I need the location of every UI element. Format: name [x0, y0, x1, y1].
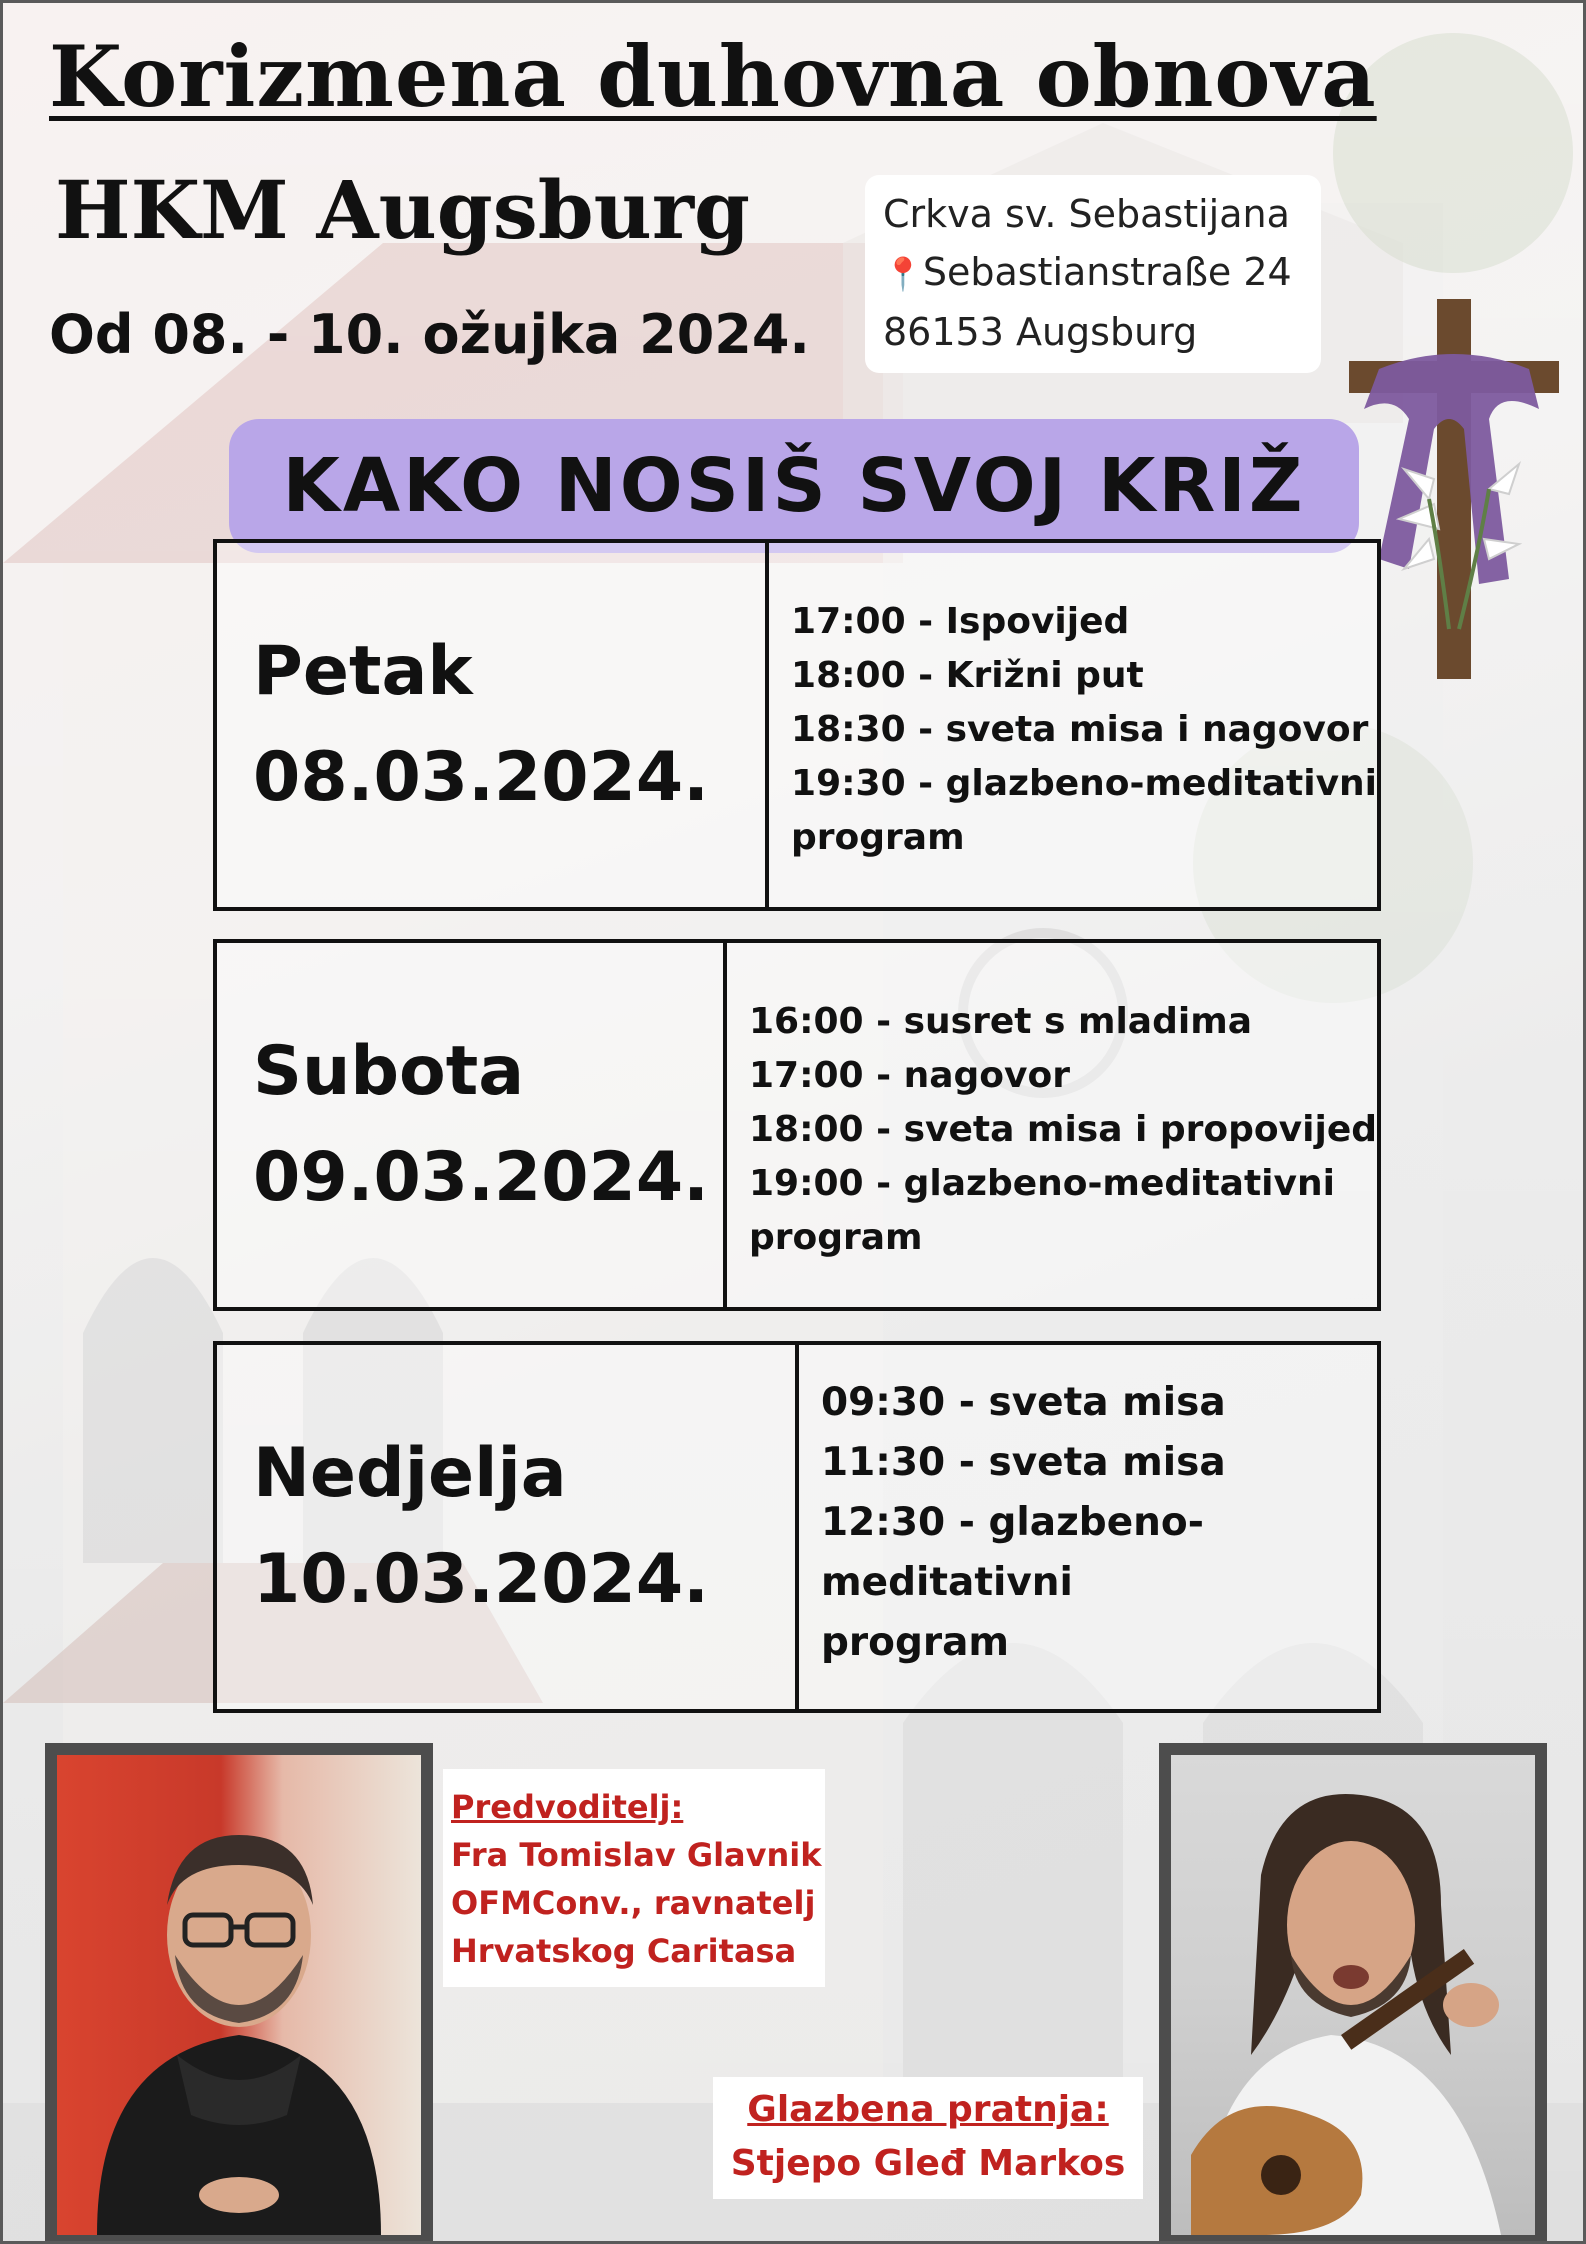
- day-cell: [217, 1345, 799, 1709]
- street-line: [883, 243, 1303, 303]
- street-address: Sebastianstraße 24: [922, 250, 1292, 294]
- day-cell: [217, 943, 727, 1307]
- day-cell: [217, 543, 769, 907]
- schedule-item: 09:30 - sveta misa: [821, 1380, 1226, 1425]
- schedule-item: 17:00 - nagovor: [748, 1055, 1070, 1096]
- day-name: Petak: [253, 632, 473, 711]
- musician-name: Stjepo Gleđ Markos: [730, 2143, 1126, 2184]
- music-label: Glazbena pratnja:: [747, 2089, 1109, 2130]
- leader-photo: [45, 1743, 433, 2244]
- schedule-item: program: [748, 1217, 923, 1258]
- schedule-day-3: [213, 1341, 1381, 1713]
- leader-line: Fra Tomislav Glavnik: [451, 1836, 822, 1874]
- leader-line: OFMConv., ravnatelj: [451, 1884, 816, 1922]
- schedule-day-1: [213, 539, 1381, 911]
- church-name: Crkva sv. Sebastijana: [883, 192, 1290, 236]
- day-date: 10.03.2024.: [253, 1540, 710, 1619]
- schedule-day-2: [213, 939, 1381, 1311]
- music-info-box: [713, 2077, 1143, 2199]
- schedule-item: 11:30 - sveta misa: [821, 1440, 1226, 1485]
- schedule-item: 19:30 - glazbeno-meditativni: [791, 763, 1377, 804]
- schedule-item: 19:00 - glazbeno-meditativni: [748, 1163, 1335, 1204]
- day-name: Subota: [253, 1032, 525, 1111]
- address-box: [865, 175, 1321, 373]
- musician-portrait-icon: [1171, 1755, 1535, 2235]
- page-title: Korizmena duhovna obnova: [49, 27, 1377, 126]
- page-subtitle: HKM Augsburg: [55, 163, 750, 257]
- event-dates: Od 08. - 10. ožujka 2024.: [49, 303, 810, 366]
- leader-portrait-icon: [57, 1755, 421, 2235]
- day-date: 09.03.2024.: [253, 1138, 710, 1217]
- schedule-item: 12:30 - glazbeno-: [821, 1500, 1204, 1545]
- day-date: 08.03.2024.: [253, 738, 710, 817]
- schedule-item: program: [791, 817, 965, 858]
- times-cell: [799, 1345, 1377, 1709]
- schedule-item: program: [821, 1620, 1010, 1665]
- pin-icon: 📍: [883, 255, 923, 293]
- theme-banner: KAKO NOSIŠ SVOJ KRIŽ: [229, 419, 1359, 553]
- times-cell: [727, 943, 1377, 1307]
- day-name: Nedjelja: [253, 1434, 567, 1513]
- city-line: 86153 Augsburg: [883, 310, 1198, 354]
- leader-label: Predvoditelj:: [451, 1788, 684, 1826]
- schedule-item: 18:00 - sveta misa i propovijed: [748, 1109, 1377, 1150]
- schedule-item: 18:30 - sveta misa i nagovor: [791, 709, 1369, 750]
- leader-info-box: [443, 1769, 825, 1987]
- times-cell: [769, 543, 1377, 907]
- musician-photo: [1159, 1743, 1547, 2244]
- leader-line: Hrvatskog Caritasa: [451, 1932, 797, 1970]
- schedule-item: meditativni: [821, 1560, 1073, 1605]
- schedule-item: 16:00 - susret s mladima: [748, 1001, 1252, 1042]
- schedule-item: 18:00 - Križni put: [791, 655, 1144, 696]
- schedule-item: 17:00 - Ispovijed: [791, 601, 1130, 642]
